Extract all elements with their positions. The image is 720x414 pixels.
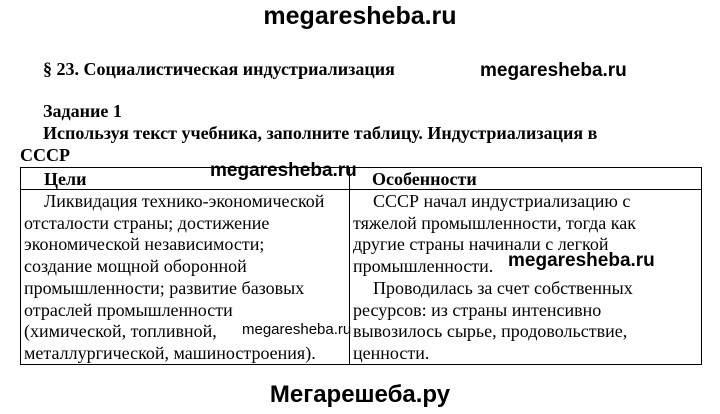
section-title: § 23. Социалистическая индустриализация [43, 59, 395, 79]
task-label: Задание 1 [43, 101, 122, 121]
watermark-center: megaresheba.ru [210, 160, 357, 181]
watermark-small: megaresheba.ru [242, 321, 352, 338]
table-border-right [701, 167, 702, 365]
goals-cell [24, 191, 324, 365]
goals-line: (химической, топливной, [24, 321, 217, 342]
features-line: Проводилась за счет собственных [373, 277, 633, 298]
header-features: Особенности [372, 169, 477, 189]
features-cell [353, 191, 636, 365]
watermark-right-2: megaresheba.ru [508, 250, 655, 271]
goals-line: металлургической, машиностроения). [24, 342, 316, 363]
goals-line: отсталости страны; достижение [24, 212, 270, 233]
goals-line: экономической независимости; [24, 234, 265, 255]
features-line: ресурсов: из страны интенсивно [353, 299, 602, 320]
instruction-line-1: Используя текст учебника, заполните таблицу. Индустриализация в [43, 123, 598, 143]
features-line: тяжелой промышленности, тогда как [353, 212, 636, 233]
instruction-line-2: СССР [20, 145, 70, 165]
watermark-bottom: Мегарешеба.ру [269, 381, 451, 408]
goals-line: Ликвидация технико-экономической [44, 191, 325, 211]
features-line: промышленности. [353, 256, 494, 277]
features-line: вывозилось сырье, продовольствие, [353, 321, 628, 342]
table-border-top [20, 167, 702, 168]
features-line: ценности. [353, 342, 430, 363]
watermark-top: megaresheba.ru [263, 2, 457, 30]
table-header-divider [20, 189, 702, 190]
table-border-left [20, 167, 21, 365]
watermark-right-1: megaresheba.ru [480, 60, 627, 81]
features-line: другие страны начинали с легкой [353, 234, 609, 255]
features-line: СССР начал индустриализацию с [373, 191, 631, 211]
goals-line: создание мощной оборонной [24, 256, 247, 277]
header-goals: Цели [44, 169, 87, 189]
goals-line: отраслей промышленности [24, 299, 233, 320]
goals-line: промышленности; развитие базовых [24, 277, 305, 298]
